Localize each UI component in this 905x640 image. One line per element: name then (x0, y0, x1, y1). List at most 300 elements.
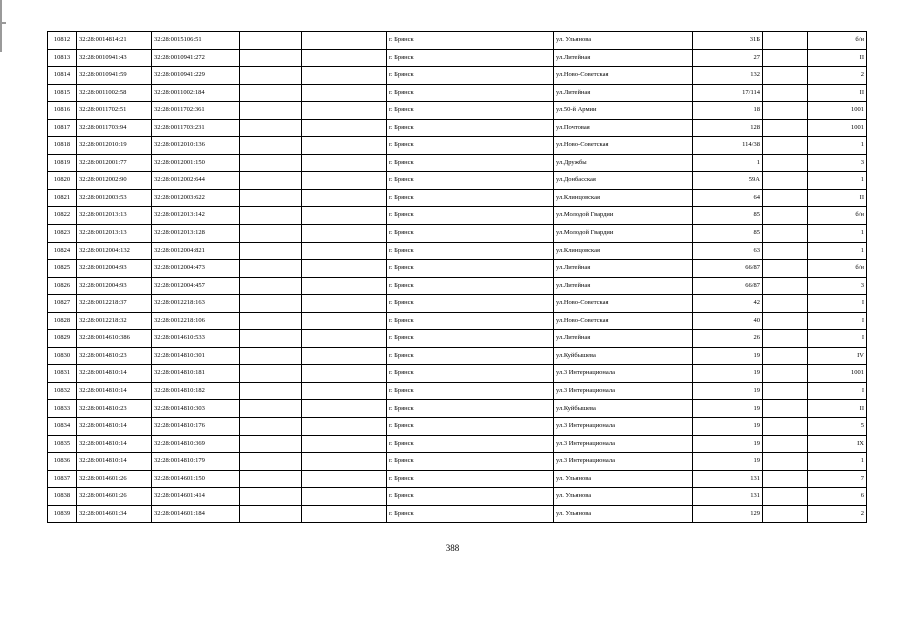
cell-object-number: 32:28:0014810:301 (152, 347, 240, 365)
cell-object-number: 32:28:0012218:163 (152, 295, 240, 313)
cell-empty (302, 49, 387, 67)
cell-empty (763, 242, 808, 260)
cell-object-number: 32:28:0012013:128 (152, 225, 240, 243)
cell-empty (240, 225, 302, 243)
cell-house: 59А (693, 172, 763, 190)
cell-parcel-number: 32:28:0014601:26 (77, 488, 152, 506)
cell-row-number: 10815 (48, 84, 77, 102)
cell-object-number: 32:28:0011002:184 (152, 84, 240, 102)
cell-object-number: 32:28:0014610:533 (152, 330, 240, 348)
cell-empty (302, 312, 387, 330)
cell-parcel-number: 32:28:0012218:32 (77, 312, 152, 330)
cell-row-number: 10836 (48, 453, 77, 471)
cell-parcel-number: 32:28:0012013:13 (77, 225, 152, 243)
cell-street: ул.Дружбы (554, 154, 693, 172)
cell-empty (240, 102, 302, 120)
cell-row-number: 10820 (48, 172, 77, 190)
cell-premises: 1 (808, 242, 867, 260)
cell-city: г. Брянск (387, 102, 554, 120)
cell-city: г. Брянск (387, 400, 554, 418)
cell-empty (240, 119, 302, 137)
cell-house: 27 (693, 49, 763, 67)
cell-premises: 1 (808, 172, 867, 190)
cell-object-number: 32:28:0015106:51 (152, 32, 240, 50)
cell-city: г. Брянск (387, 172, 554, 190)
cell-city: г. Брянск (387, 225, 554, 243)
cell-empty (302, 242, 387, 260)
cell-city: г. Брянск (387, 49, 554, 67)
cell-city: г. Брянск (387, 67, 554, 85)
table-row (48, 242, 867, 260)
cell-row-number: 10817 (48, 119, 77, 137)
table-row (48, 453, 867, 471)
cell-object-number: 32:28:0011703:231 (152, 119, 240, 137)
cell-street: ул.Ново-Советская (554, 295, 693, 313)
table-row (48, 505, 867, 523)
cell-house: 19 (693, 365, 763, 383)
cell-empty (763, 470, 808, 488)
cell-empty (763, 505, 808, 523)
cell-object-number: 32:28:0012001:150 (152, 154, 240, 172)
cell-premises: 1001 (808, 365, 867, 383)
cell-premises: IV (808, 347, 867, 365)
page-number: 388 (445, 543, 460, 553)
cell-street: ул.Ново-Советская (554, 312, 693, 330)
cell-empty (302, 400, 387, 418)
table-row (48, 102, 867, 120)
cell-object-number: 32:28:0012004:821 (152, 242, 240, 260)
cell-empty (763, 365, 808, 383)
cell-empty (302, 119, 387, 137)
cell-street: ул.Литейная (554, 260, 693, 278)
table-row (48, 435, 867, 453)
cell-parcel-number: 32:28:0014814:21 (77, 32, 152, 50)
cell-empty (240, 330, 302, 348)
cell-object-number: 32:28:0012218:106 (152, 312, 240, 330)
property-registry-table (47, 31, 867, 523)
cell-empty (302, 154, 387, 172)
cell-street: ул.Клинцовская (554, 189, 693, 207)
cell-premises: б/н (808, 207, 867, 225)
cell-empty (240, 260, 302, 278)
cell-premises: I (808, 295, 867, 313)
cell-parcel-number: 32:28:0014810:14 (77, 435, 152, 453)
table-row (48, 382, 867, 400)
cell-row-number: 10821 (48, 189, 77, 207)
cell-empty (240, 277, 302, 295)
cell-premises: IX (808, 435, 867, 453)
cell-empty (240, 453, 302, 471)
cell-parcel-number: 32:28:0012004:132 (77, 242, 152, 260)
table-row (48, 365, 867, 383)
cell-object-number: 32:28:0014810:176 (152, 418, 240, 436)
cell-empty (240, 365, 302, 383)
table-row (48, 312, 867, 330)
table-row (48, 347, 867, 365)
cell-house: 64 (693, 189, 763, 207)
cell-object-number: 32:28:0014810:303 (152, 400, 240, 418)
cell-premises: 2 (808, 67, 867, 85)
cell-empty (240, 207, 302, 225)
cell-premises: II (808, 49, 867, 67)
cell-parcel-number: 32:28:0014810:14 (77, 418, 152, 436)
cell-row-number: 10823 (48, 225, 77, 243)
cell-city: г. Брянск (387, 330, 554, 348)
cell-empty (240, 84, 302, 102)
cell-street: ул.3 Интернационала (554, 453, 693, 471)
cell-empty (763, 330, 808, 348)
cell-street: ул.Донбасская (554, 172, 693, 190)
cell-street: ул.Ново-Советская (554, 137, 693, 155)
cell-row-number: 10824 (48, 242, 77, 260)
cell-premises: 2 (808, 505, 867, 523)
cell-object-number: 32:28:0011702:361 (152, 102, 240, 120)
cell-row-number: 10832 (48, 382, 77, 400)
cell-city: г. Брянск (387, 470, 554, 488)
cell-city: г. Брянск (387, 453, 554, 471)
cell-house: 129 (693, 505, 763, 523)
cell-premises: 1 (808, 453, 867, 471)
cell-parcel-number: 32:28:0012001:77 (77, 154, 152, 172)
cell-empty (240, 137, 302, 155)
cell-empty (763, 137, 808, 155)
cell-city: г. Брянск (387, 365, 554, 383)
cell-house: 40 (693, 312, 763, 330)
cell-row-number: 10829 (48, 330, 77, 348)
cell-street: ул.Литейная (554, 49, 693, 67)
cell-object-number: 32:28:0014601:414 (152, 488, 240, 506)
cell-house: 1 (693, 154, 763, 172)
table-row (48, 418, 867, 436)
cell-premises: II (808, 400, 867, 418)
cell-empty (240, 505, 302, 523)
cell-house: 19 (693, 418, 763, 436)
cell-house: 31Б (693, 32, 763, 50)
cell-object-number: 32:28:0012013:142 (152, 207, 240, 225)
cell-empty (763, 119, 808, 137)
cell-empty (240, 189, 302, 207)
cell-premises: 1001 (808, 102, 867, 120)
cell-parcel-number: 32:28:0011703:94 (77, 119, 152, 137)
cell-street: ул.Куйбышева (554, 347, 693, 365)
cell-parcel-number: 32:28:0014610:386 (77, 330, 152, 348)
cell-street: ул.3 Интернационала (554, 435, 693, 453)
cell-city: г. Брянск (387, 32, 554, 50)
cell-row-number: 10822 (48, 207, 77, 225)
cell-parcel-number: 32:28:0012002:90 (77, 172, 152, 190)
cell-city: г. Брянск (387, 418, 554, 436)
cell-street: ул.Куйбышева (554, 400, 693, 418)
registry-body (48, 32, 867, 523)
cell-empty (240, 312, 302, 330)
cell-house: 132 (693, 67, 763, 85)
cell-empty (763, 488, 808, 506)
cell-empty (763, 382, 808, 400)
cell-object-number: 32:28:0014810:181 (152, 365, 240, 383)
cell-empty (240, 488, 302, 506)
cell-row-number: 10837 (48, 470, 77, 488)
cell-house: 19 (693, 382, 763, 400)
table-row (48, 260, 867, 278)
cell-empty (240, 242, 302, 260)
cell-row-number: 10825 (48, 260, 77, 278)
cell-row-number: 10830 (48, 347, 77, 365)
cell-empty (302, 260, 387, 278)
cell-parcel-number: 32:28:0012004:93 (77, 277, 152, 295)
cell-city: г. Брянск (387, 347, 554, 365)
cell-premises: б/н (808, 260, 867, 278)
cell-object-number: 32:28:0010941:229 (152, 67, 240, 85)
cell-city: г. Брянск (387, 295, 554, 313)
cell-parcel-number: 32:28:0014601:26 (77, 470, 152, 488)
table-row (48, 84, 867, 102)
cell-parcel-number: 32:28:0011002:58 (77, 84, 152, 102)
cell-street: ул.Ново-Советская (554, 67, 693, 85)
cell-object-number: 32:28:0014810:179 (152, 453, 240, 471)
cell-premises: 6 (808, 488, 867, 506)
table-row (48, 67, 867, 85)
cell-city: г. Брянск (387, 84, 554, 102)
cell-house: 114/38 (693, 137, 763, 155)
table-row (48, 189, 867, 207)
cell-row-number: 10831 (48, 365, 77, 383)
cell-house: 63 (693, 242, 763, 260)
cell-street: ул.Литейная (554, 330, 693, 348)
cell-premises: II (808, 189, 867, 207)
cell-row-number: 10828 (48, 312, 77, 330)
cell-city: г. Брянск (387, 312, 554, 330)
cell-row-number: 10816 (48, 102, 77, 120)
cell-parcel-number: 32:28:0012010:19 (77, 137, 152, 155)
cell-city: г. Брянск (387, 488, 554, 506)
cell-empty (302, 295, 387, 313)
cell-parcel-number: 32:28:0014810:23 (77, 400, 152, 418)
cell-house: 42 (693, 295, 763, 313)
cell-empty (240, 400, 302, 418)
cell-city: г. Брянск (387, 277, 554, 295)
cell-row-number: 10834 (48, 418, 77, 436)
cell-empty (240, 382, 302, 400)
cell-house: 66/87 (693, 277, 763, 295)
cell-parcel-number: 32:28:0010941:59 (77, 67, 152, 85)
cell-object-number: 32:28:0014810:182 (152, 382, 240, 400)
cell-empty (240, 435, 302, 453)
cell-premises: II (808, 84, 867, 102)
cell-empty (302, 172, 387, 190)
table-row (48, 400, 867, 418)
cell-empty (302, 453, 387, 471)
table-row (48, 470, 867, 488)
table-row (48, 119, 867, 137)
cell-empty (302, 418, 387, 436)
cell-house: 128 (693, 119, 763, 137)
cell-empty (763, 32, 808, 50)
cell-street: ул. Ульянова (554, 32, 693, 50)
cell-empty (240, 418, 302, 436)
cell-empty (302, 102, 387, 120)
cell-house: 19 (693, 435, 763, 453)
cell-empty (763, 189, 808, 207)
cell-object-number: 32:28:0012003:622 (152, 189, 240, 207)
cell-city: г. Брянск (387, 154, 554, 172)
cell-city: г. Брянск (387, 242, 554, 260)
table-row (48, 330, 867, 348)
cell-empty (763, 260, 808, 278)
cell-street: ул. Ульянова (554, 488, 693, 506)
cell-parcel-number: 32:28:0014810:14 (77, 382, 152, 400)
cell-empty (240, 295, 302, 313)
cell-street: ул. Ульянова (554, 505, 693, 523)
cell-parcel-number: 32:28:0010941:43 (77, 49, 152, 67)
page-edge-tick (0, 22, 6, 24)
table-row (48, 172, 867, 190)
cell-empty (763, 154, 808, 172)
cell-premises: 5 (808, 418, 867, 436)
cell-premises: 7 (808, 470, 867, 488)
cell-house: 131 (693, 470, 763, 488)
cell-parcel-number: 32:28:0012004:93 (77, 260, 152, 278)
page-edge-mark (0, 0, 2, 52)
cell-house: 19 (693, 400, 763, 418)
cell-city: г. Брянск (387, 207, 554, 225)
cell-empty (302, 84, 387, 102)
cell-house: 26 (693, 330, 763, 348)
cell-premises: I (808, 382, 867, 400)
table-row (48, 32, 867, 50)
cell-empty (763, 400, 808, 418)
cell-empty (302, 207, 387, 225)
cell-street: ул.Молодой Гвардии (554, 225, 693, 243)
cell-premises: 3 (808, 154, 867, 172)
cell-object-number: 32:28:0012002:644 (152, 172, 240, 190)
table-row (48, 154, 867, 172)
cell-empty (302, 488, 387, 506)
cell-object-number: 32:28:0010941:272 (152, 49, 240, 67)
cell-empty (763, 453, 808, 471)
cell-empty (763, 295, 808, 313)
cell-empty (763, 67, 808, 85)
cell-empty (302, 330, 387, 348)
cell-empty (763, 347, 808, 365)
cell-city: г. Брянск (387, 505, 554, 523)
cell-row-number: 10839 (48, 505, 77, 523)
cell-parcel-number: 32:28:0014810:14 (77, 453, 152, 471)
cell-premises: I (808, 330, 867, 348)
cell-empty (302, 435, 387, 453)
cell-object-number: 32:28:0014810:369 (152, 435, 240, 453)
cell-empty (763, 225, 808, 243)
cell-parcel-number: 32:28:0011702:51 (77, 102, 152, 120)
cell-street: ул.3 Интернационала (554, 365, 693, 383)
cell-empty (302, 505, 387, 523)
cell-parcel-number: 32:28:0012013:13 (77, 207, 152, 225)
cell-object-number: 32:28:0012010:136 (152, 137, 240, 155)
cell-empty (302, 189, 387, 207)
cell-street: ул.Клинцовская (554, 242, 693, 260)
cell-empty (763, 277, 808, 295)
cell-parcel-number: 32:28:0014810:23 (77, 347, 152, 365)
cell-premises: 3 (808, 277, 867, 295)
cell-house: 85 (693, 207, 763, 225)
cell-premises: I (808, 312, 867, 330)
cell-empty (302, 67, 387, 85)
cell-row-number: 10812 (48, 32, 77, 50)
table-row (48, 295, 867, 313)
cell-street: ул.3 Интернационала (554, 418, 693, 436)
cell-parcel-number: 32:28:0012003:53 (77, 189, 152, 207)
cell-empty (302, 32, 387, 50)
cell-parcel-number: 32:28:0012218:37 (77, 295, 152, 313)
cell-row-number: 10826 (48, 277, 77, 295)
cell-city: г. Брянск (387, 260, 554, 278)
cell-empty (302, 225, 387, 243)
cell-empty (302, 137, 387, 155)
cell-house: 19 (693, 453, 763, 471)
cell-street: ул.Молодой Гвардии (554, 207, 693, 225)
table-row (48, 488, 867, 506)
cell-empty (240, 154, 302, 172)
cell-street: ул.Литейная (554, 84, 693, 102)
cell-premises: 1 (808, 225, 867, 243)
cell-row-number: 10833 (48, 400, 77, 418)
cell-city: г. Брянск (387, 382, 554, 400)
table-row (48, 277, 867, 295)
cell-empty (240, 470, 302, 488)
cell-house: 66/87 (693, 260, 763, 278)
cell-empty (763, 172, 808, 190)
table-row (48, 49, 867, 67)
cell-object-number: 32:28:0012004:473 (152, 260, 240, 278)
cell-empty (302, 365, 387, 383)
table-row (48, 207, 867, 225)
cell-city: г. Брянск (387, 189, 554, 207)
cell-row-number: 10814 (48, 67, 77, 85)
cell-row-number: 10838 (48, 488, 77, 506)
cell-street: ул.Литейная (554, 277, 693, 295)
cell-street: ул.Почтовая (554, 119, 693, 137)
cell-empty (763, 49, 808, 67)
cell-row-number: 10813 (48, 49, 77, 67)
cell-premises: 1 (808, 137, 867, 155)
cell-empty (240, 172, 302, 190)
table-row (48, 225, 867, 243)
cell-empty (302, 347, 387, 365)
cell-empty (763, 207, 808, 225)
cell-empty (302, 470, 387, 488)
cell-object-number: 32:28:0014601:184 (152, 505, 240, 523)
cell-empty (240, 347, 302, 365)
cell-empty (240, 32, 302, 50)
cell-city: г. Брянск (387, 137, 554, 155)
cell-object-number: 32:28:0012004:457 (152, 277, 240, 295)
cell-empty (763, 312, 808, 330)
cell-object-number: 32:28:0014601:150 (152, 470, 240, 488)
cell-empty (763, 102, 808, 120)
cell-street: ул.50-й Армии (554, 102, 693, 120)
cell-row-number: 10818 (48, 137, 77, 155)
table-row (48, 137, 867, 155)
cell-empty (763, 418, 808, 436)
cell-house: 17/114 (693, 84, 763, 102)
cell-empty (240, 67, 302, 85)
cell-city: г. Брянск (387, 435, 554, 453)
cell-street: ул. Ульянова (554, 470, 693, 488)
cell-house: 19 (693, 347, 763, 365)
cell-city: г. Брянск (387, 119, 554, 137)
cell-row-number: 10835 (48, 435, 77, 453)
cell-empty (302, 382, 387, 400)
cell-empty (763, 435, 808, 453)
